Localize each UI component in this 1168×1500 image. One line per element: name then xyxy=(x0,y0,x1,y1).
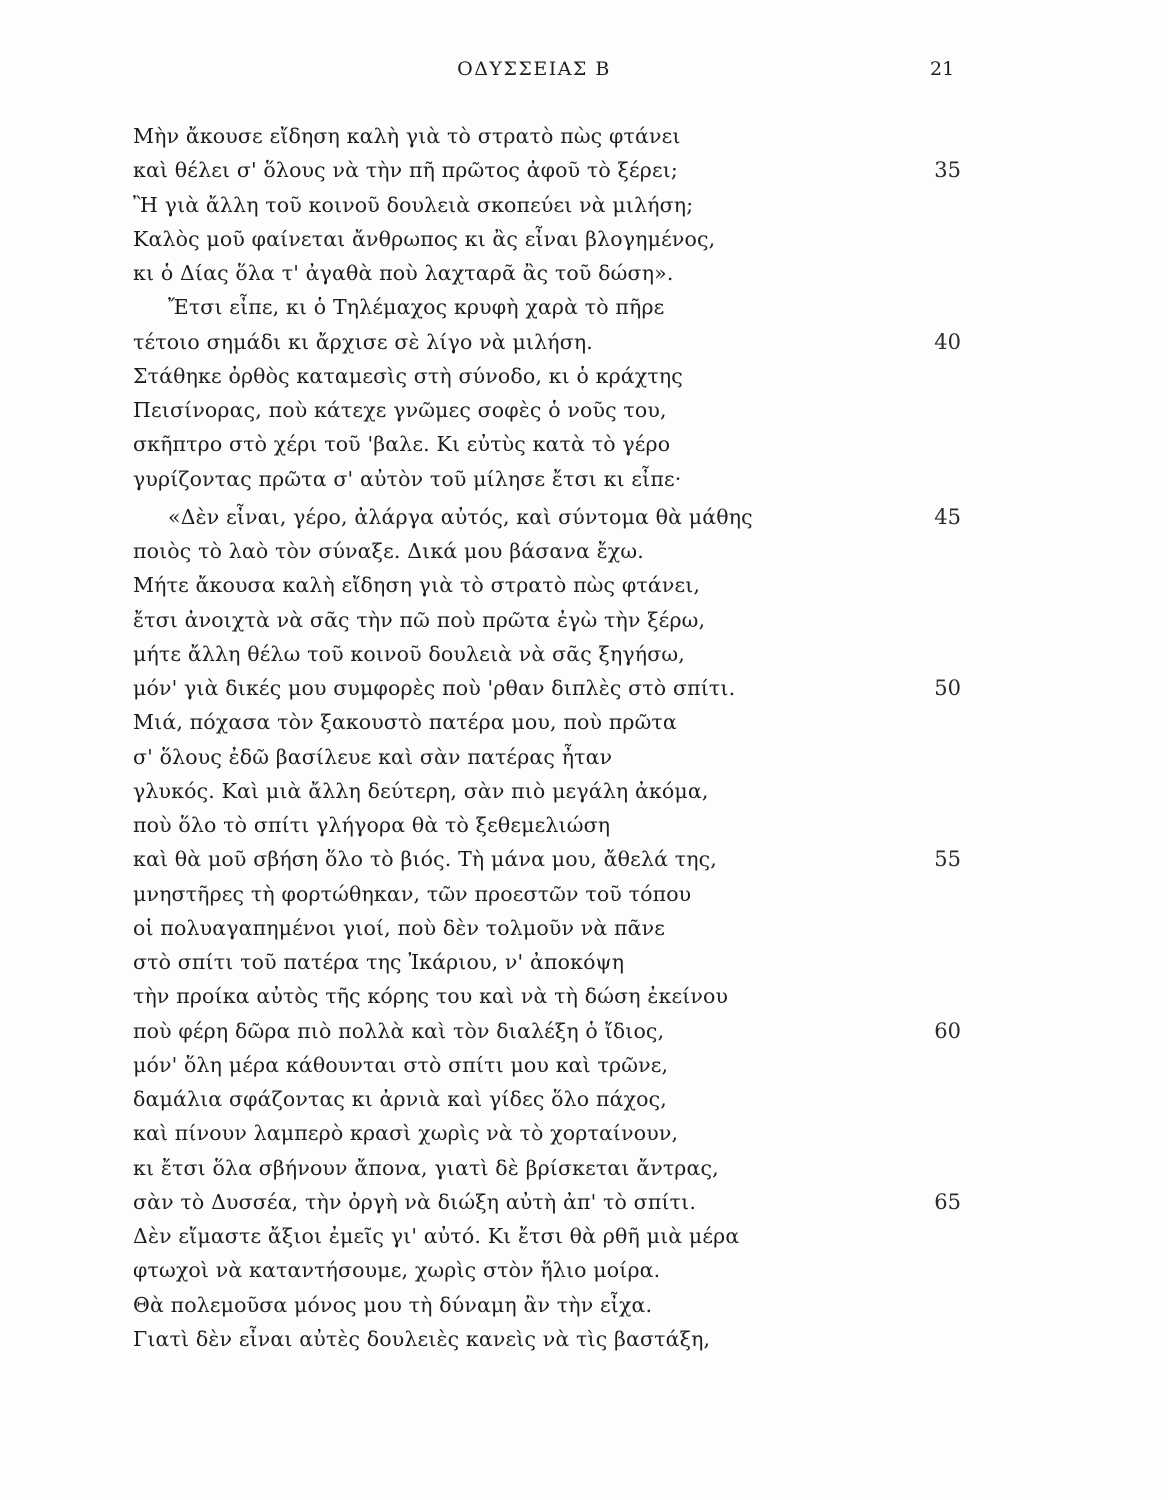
verse-text: Δὲν εἴμαστε ἄξιοι ἐμεῖς γι' αὐτό. Κι ἔτσι θὰ ρθῆ μιὰ μέρα xyxy=(133,1224,740,1248)
verse-line xyxy=(0,222,1168,256)
verse-text: καὶ θέλει σ' ὅλους νὰ τὴν πῆ πρῶτος ἀφοῦ τὸ ξέρει; xyxy=(133,158,678,183)
verse-text: μόν' γιὰ δικές μου συμφορὲς ποὺ 'ρθαν διπλὲς στὸ σπίτι. xyxy=(133,676,736,700)
running-title: ΟΔΥΣΣΕΙΑΣ Β xyxy=(457,58,611,80)
line-number: 55 xyxy=(934,847,961,872)
verse-text: ποὺ ὅλο τὸ σπίτι γλήγορα θὰ τὸ ξεθεμελιώση xyxy=(133,813,611,837)
verse-line xyxy=(0,1048,1168,1082)
verse-line xyxy=(0,462,1168,496)
verse-text: Ἔτσι εἶπε, κι ὁ Τηλέμαχος κρυφὴ χαρὰ τὸ πῆρε xyxy=(168,295,665,320)
verse-text: Μιά, πόχασα τὸν ξακουστὸ πατέρα μου, ποὺ πρῶτα xyxy=(133,710,677,735)
verse-line xyxy=(0,188,1168,222)
verse-text: γλυκός. Καὶ μιὰ ἄλλη δεύτερη, σὰν πιὸ μεγάλη ἀκόμα, xyxy=(133,778,709,803)
line-number: 50 xyxy=(934,676,961,700)
line-number: 35 xyxy=(934,158,961,183)
verse-text: Καλὸς μοῦ φαίνεται ἄνθρωπος κι ἂς εἶναι βλογημένος, xyxy=(133,226,716,251)
verse-line xyxy=(0,603,1168,637)
verse-text: φτωχοὶ νὰ καταντήσουμε, χωρὶς στὸν ἥλιο μοίρα. xyxy=(133,1258,661,1283)
verse-text: Ἢ γιὰ ἄλλη τοῦ κοινοῦ δουλειὰ σκοπεύει νὰ μιλήση; xyxy=(133,192,694,217)
verse-line xyxy=(0,979,1168,1013)
verse-line xyxy=(0,637,1168,671)
verse-text: κι ἔτσι ὅλα σβήνουν ἄπονα, γιατὶ δὲ βρίσκεται ἄντρας, xyxy=(133,1155,719,1180)
verse-line xyxy=(0,427,1168,461)
verse-text: καὶ θὰ μοῦ σβήση ὅλο τὸ βιός. Τὴ μάνα μου, ἄθελά της, xyxy=(133,847,717,872)
line-number: 60 xyxy=(934,1018,961,1043)
verse-text: τὴν προίκα αὐτὸς τῆς κόρης του καὶ νὰ τὴ δώση ἐκείνου xyxy=(133,984,729,1009)
verse-line xyxy=(0,911,1168,945)
verse-text: ποιὸς τὸ λαὸ τὸν σύναξε. Δικά μου βάσανα ἔχω. xyxy=(133,539,644,563)
running-head xyxy=(0,58,1168,88)
verse-text: μόν' ὅλη μέρα κάθουνται στὸ σπίτι μου καὶ τρῶνε, xyxy=(133,1052,669,1077)
verse-text: δαμάλια σφάζοντας κι ἀρνιὰ καὶ γίδες ὅλο πάχος, xyxy=(133,1087,667,1111)
verse-line xyxy=(0,500,1168,534)
verse-line xyxy=(0,359,1168,393)
verse-line xyxy=(0,1253,1168,1287)
verse-text: σὰν τὸ Δυσσέα, τὴν ὀργὴ νὰ διώξη αὐτὴ ἀπ' τὸ σπίτι. xyxy=(133,1189,696,1214)
verse-line xyxy=(0,740,1168,774)
verse-line xyxy=(0,119,1168,153)
verse-line xyxy=(0,1322,1168,1356)
verse-block xyxy=(0,119,1168,1356)
verse-line xyxy=(0,774,1168,808)
verse-line xyxy=(0,325,1168,359)
verse-text: σκῆπτρο στὸ χέρι τοῦ 'βαλε. Κι εὐτὺς κατὰ τὸ γέρο xyxy=(133,432,671,457)
verse-text: σ' ὅλους ἐδῶ βασίλευε καὶ σὰν πατέρας ἦταν xyxy=(133,744,613,769)
verse-text: γυρίζοντας πρῶτα σ' αὐτὸν τοῦ μίλησε ἔτσι κι εἶπε· xyxy=(133,466,682,491)
verse-line xyxy=(0,705,1168,739)
verse-text: Στάθηκε ὀρθὸς καταμεσὶς στὴ σύνοδο, κι ὁ κράχτης xyxy=(133,363,683,388)
verse-line xyxy=(0,808,1168,842)
verse-text: Μὴν ἄκουσε εἴδηση καλὴ γιὰ τὸ στρατὸ πὼς φτάνει xyxy=(133,124,681,148)
verse-text: «Δὲν εἶναι, γέρο, ἀλάργα αὐτός, καὶ σύντομα θὰ μάθης xyxy=(168,504,753,529)
verse-line xyxy=(0,1116,1168,1150)
verse-line xyxy=(0,256,1168,290)
verse-line xyxy=(0,877,1168,911)
verse-text: στὸ σπίτι τοῦ πατέρα της Ἰκάριου, ν' ἀποκόψη xyxy=(133,950,625,974)
line-number: 40 xyxy=(934,329,961,354)
verse-line xyxy=(0,1082,1168,1116)
verse-text: καὶ πίνουν λαμπερὸ κρασὶ χωρὶς νὰ τὸ χορταίνουν, xyxy=(133,1121,679,1146)
verse-line xyxy=(0,842,1168,876)
verse-text: ποὺ φέρη δῶρα πιὸ πολλὰ καὶ τὸν διαλέξη ὁ ἴδιος, xyxy=(133,1018,665,1043)
line-number: 65 xyxy=(934,1189,961,1214)
verse-line xyxy=(0,671,1168,705)
verse-text: κι ὁ Δίας ὅλα τ' ἀγαθὰ ποὺ λαχταρᾶ ἂς τοῦ δώση». xyxy=(133,261,674,285)
verse-line xyxy=(0,1151,1168,1185)
verse-text: τέτοιο σημάδι κι ἄρχισε σὲ λίγο νὰ μιλήση. xyxy=(133,329,593,354)
verse-line xyxy=(0,153,1168,187)
verse-line xyxy=(0,1288,1168,1322)
verse-line xyxy=(0,1219,1168,1253)
verse-line xyxy=(0,1014,1168,1048)
line-number: 45 xyxy=(934,504,961,529)
verse-line xyxy=(0,534,1168,568)
verse-text: μνηστῆρες τὴ φορτώθηκαν, τῶν προεστῶν τοῦ τόπου xyxy=(133,881,692,906)
verse-text: οἱ πολυαγαπημένοι γιοί, ποὺ δὲν τολμοῦν νὰ πᾶνε xyxy=(133,915,666,940)
verse-text: Μήτε ἄκουσα καλὴ εἴδηση γιὰ τὸ στρατὸ πὼς φτάνει, xyxy=(133,573,701,598)
verse-text: ἔτσι ἀνοιχτὰ νὰ σᾶς τὴν πῶ ποὺ πρῶτα ἐγὼ τὴν ξέρω, xyxy=(133,607,706,632)
verse-line xyxy=(0,1185,1168,1219)
verse-text: μήτε ἄλλη θέλω τοῦ κοινοῦ δουλειὰ νὰ σᾶς ξηγήσω, xyxy=(133,641,685,666)
verse-line xyxy=(0,290,1168,324)
verse-text: Πεισίνορας, ποὺ κάτεχε γνῶμες σοφὲς ὁ νοῦς του, xyxy=(133,398,667,422)
page-number: 21 xyxy=(930,58,955,80)
verse-text: Θὰ πολεμοῦσα μόνος μου τὴ δύναμη ἂν τὴν εἶχα. xyxy=(133,1292,653,1317)
verse-line xyxy=(0,945,1168,979)
verse-line xyxy=(0,393,1168,427)
verse-line xyxy=(0,568,1168,602)
verse-text: Γιατὶ δὲν εἶναι αὐτὲς δουλειὲς κανεὶς νὰ τὶς βαστάξη, xyxy=(133,1326,711,1351)
